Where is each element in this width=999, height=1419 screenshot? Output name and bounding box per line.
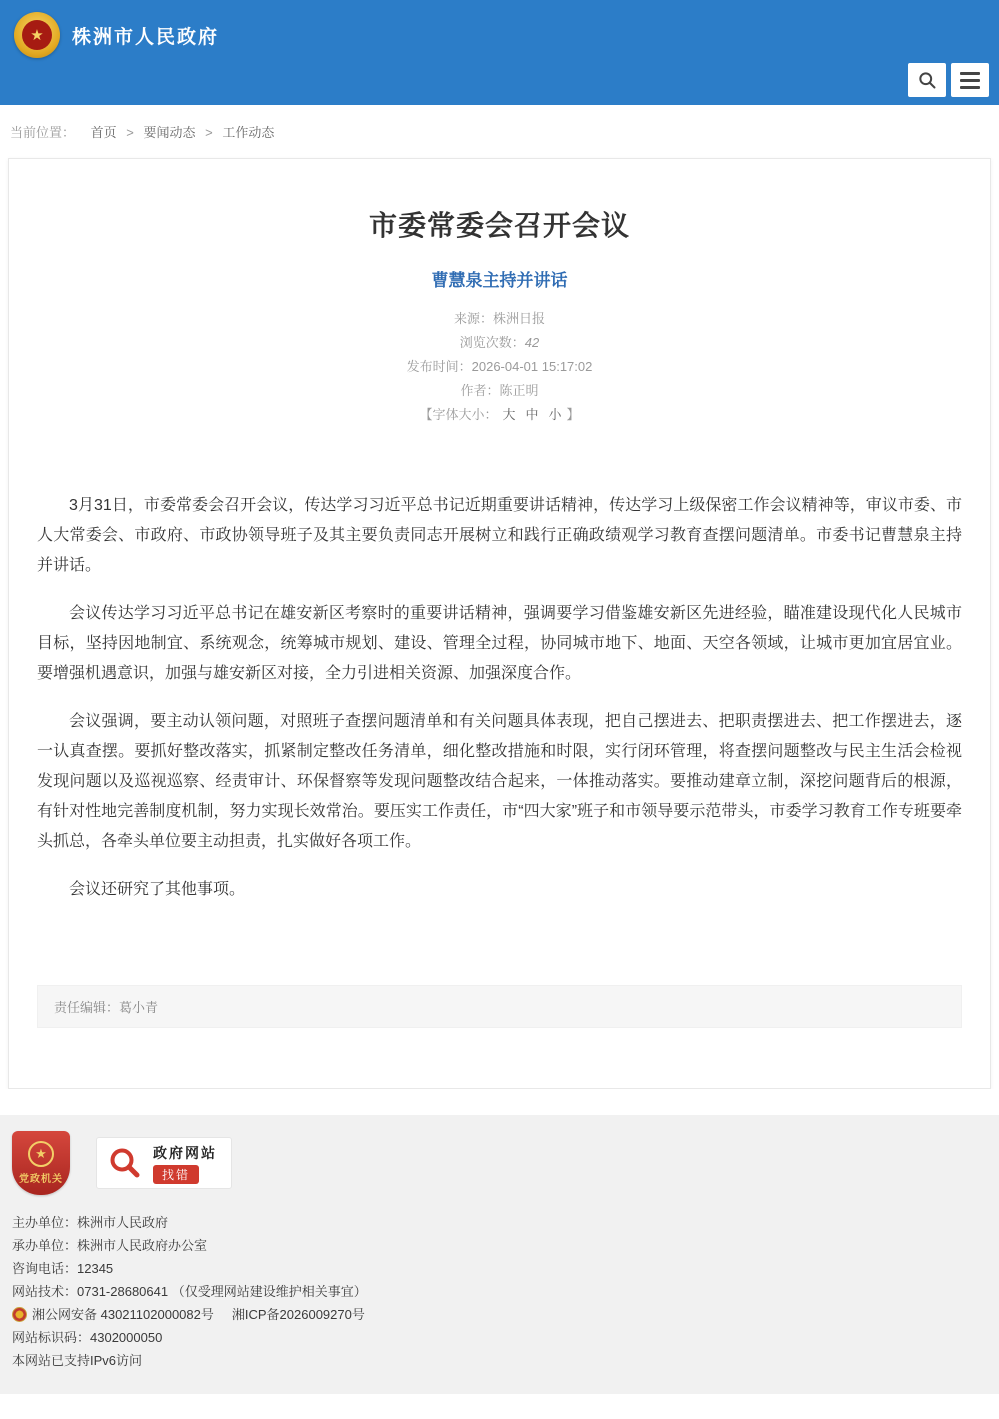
emblem-star-icon: ★ [22,20,52,50]
security-record-link[interactable]: 湘公网安备 43021102000082号 [32,1307,214,1322]
search-button[interactable] [908,63,946,97]
font-size-small-button[interactable]: 小 [548,407,562,422]
footer-host-value: 株洲市人民政府 [77,1215,169,1230]
footer-gap [0,1089,999,1115]
font-size-prefix: 【字体大小： [419,407,498,422]
footer-host-line [12,1211,987,1234]
article-paragraph: 会议传达学习习近平总书记在雄安新区考察时的重要讲话精神，强调要学习借鉴雄安新区先进经验，瞄准建设现代化人民城市目标，坚持因地制宜、系统观念，统筹城市规划、建设、管理全过程，协同城市地下、地面、天空各领域，让城市更加宜居宜业。要增强机遇意识，加强与雄安新区对接，全力引进相关资源、加强深度合作。 [37,605,962,682]
meta-source [37,307,962,331]
error-report-action: 找错 [153,1165,199,1184]
breadcrumb-item-news[interactable]: 要闻动态 [143,125,196,140]
editor-label: 责任编辑： [54,1000,120,1015]
article-card [8,158,991,1089]
footer-phone-value: 12345 [77,1261,114,1276]
site-brand[interactable] [0,0,999,58]
error-report-magnifier-icon [107,1145,143,1181]
article-meta [37,307,962,427]
meta-source-value: 株洲日报 [493,311,546,326]
meta-source-label: 来源： [453,311,493,326]
font-size-control [37,403,962,427]
footer-phone-line [12,1257,987,1280]
footer-organizer-value: 株洲市人民政府办公室 [77,1238,208,1253]
font-size-medium-button[interactable]: 中 [525,407,539,422]
menu-button[interactable] [951,63,989,97]
meta-author-label: 作者： [460,383,500,398]
meta-views-label: 浏览次数： [459,335,525,350]
search-icon [917,70,937,90]
icp-record-link[interactable]: 湘ICP备2026009270号 [231,1307,365,1322]
footer-tech-line [12,1280,987,1303]
site-header [0,0,999,105]
breadcrumb-separator: > [126,125,134,140]
font-size-large-button[interactable]: 大 [502,407,516,422]
article-paragraph: 会议还研究了其他事项。 [69,881,246,898]
footer-ipv6-note: 本网站已支持IPv6访问 [12,1353,143,1368]
footer-info [12,1211,987,1372]
error-report-text [153,1143,217,1184]
footer-record-line [12,1303,987,1326]
breadcrumb-label: 当前位置： [10,125,76,140]
public-security-badge-icon [12,1307,27,1322]
meta-author-value: 陈正明 [499,383,539,398]
footer-organizer-line [12,1234,987,1257]
meta-author [37,379,962,403]
meta-time-value: 2026-04-01 15:17:02 [471,359,593,374]
footer-phone-label: 咨询电话： [12,1261,78,1276]
editor-box [37,985,962,1028]
meta-views [37,331,962,355]
footer-tech-label: 网站技术： [12,1284,78,1299]
error-report-title: 政府网站 [153,1144,217,1161]
header-tools [908,63,989,97]
footer-host-label: 主办单位： [12,1215,78,1230]
footer-ipv6-line [12,1349,987,1372]
national-emblem-logo [14,12,60,58]
party-government-badge[interactable] [12,1131,70,1195]
footer-site-code-value: 4302000050 [90,1330,163,1345]
hamburger-icon [960,72,980,89]
site-footer [0,1115,999,1394]
footer-site-code-label: 网站标识码： [12,1330,91,1345]
meta-publish-time [37,355,962,379]
article-paragraph: 会议强调，要主动认领问题，对照班子查摆问题清单和有关问题具体表现，把自己摆进去、把职责摆进去、把工作摆进去，逐一认真查摆。要抓好整改落实，抓紧制定整改任务清单，细化整改措施和时限，实行闭环管理，将查摆问题整改与民主生活会检视发现问题以及巡视巡察、经责审计、环保督察等发现问题整改结合起来，一体推动落实。要推动建章立制，深挖问题背后的根源，有针对性地完善制度机制，努力实现长效常治。要压实工作责任，市“四大家”班子和市领导要示范带头，市委学习教育工作专班要牵头抓总，各牵头单位要主动担责，扎实做好各项工作。 [37,713,962,850]
article-title: 市委常委会召开会议 [368,210,630,241]
meta-time-label: 发布时间： [406,359,472,374]
party-badge-label: 党政机关 [19,1174,63,1185]
footer-organizer-label: 承办单位： [12,1238,78,1253]
footer-site-code-line [12,1326,987,1349]
site-title: 株洲市人民政府 [72,26,220,48]
article-subtitle: 曹慧泉主持并讲话 [431,271,568,290]
font-size-suffix: 】 [566,407,580,422]
editor-value: 葛小青 [119,1000,159,1015]
meta-views-value: 42 [524,335,540,350]
gov-site-error-report-badge[interactable] [96,1137,232,1189]
article-paragraph: 3月31日，市委常委会召开会议，传达学习习近平总书记近期重要讲话精神，传达学习上级保密工作会议精神等，审议市委、市人大常委会、市政府、市政协领导班子及其主要负责同志开展树立和践行正确政绩观学习教育查摆问题清单。市委书记曹慧泉主持并讲话。 [37,497,962,574]
breadcrumb [0,105,999,154]
breadcrumb-separator: > [205,125,213,140]
footer-tech-value: 0731-28680641 （仅受理网站建设维护相关事宜） [77,1284,367,1299]
breadcrumb-item-work[interactable]: 工作动态 [222,125,275,140]
party-badge-emblem-icon: ★ [28,1141,54,1167]
article-body [37,491,962,905]
breadcrumb-item-home[interactable]: 首页 [90,125,117,140]
footer-badges [12,1131,987,1195]
